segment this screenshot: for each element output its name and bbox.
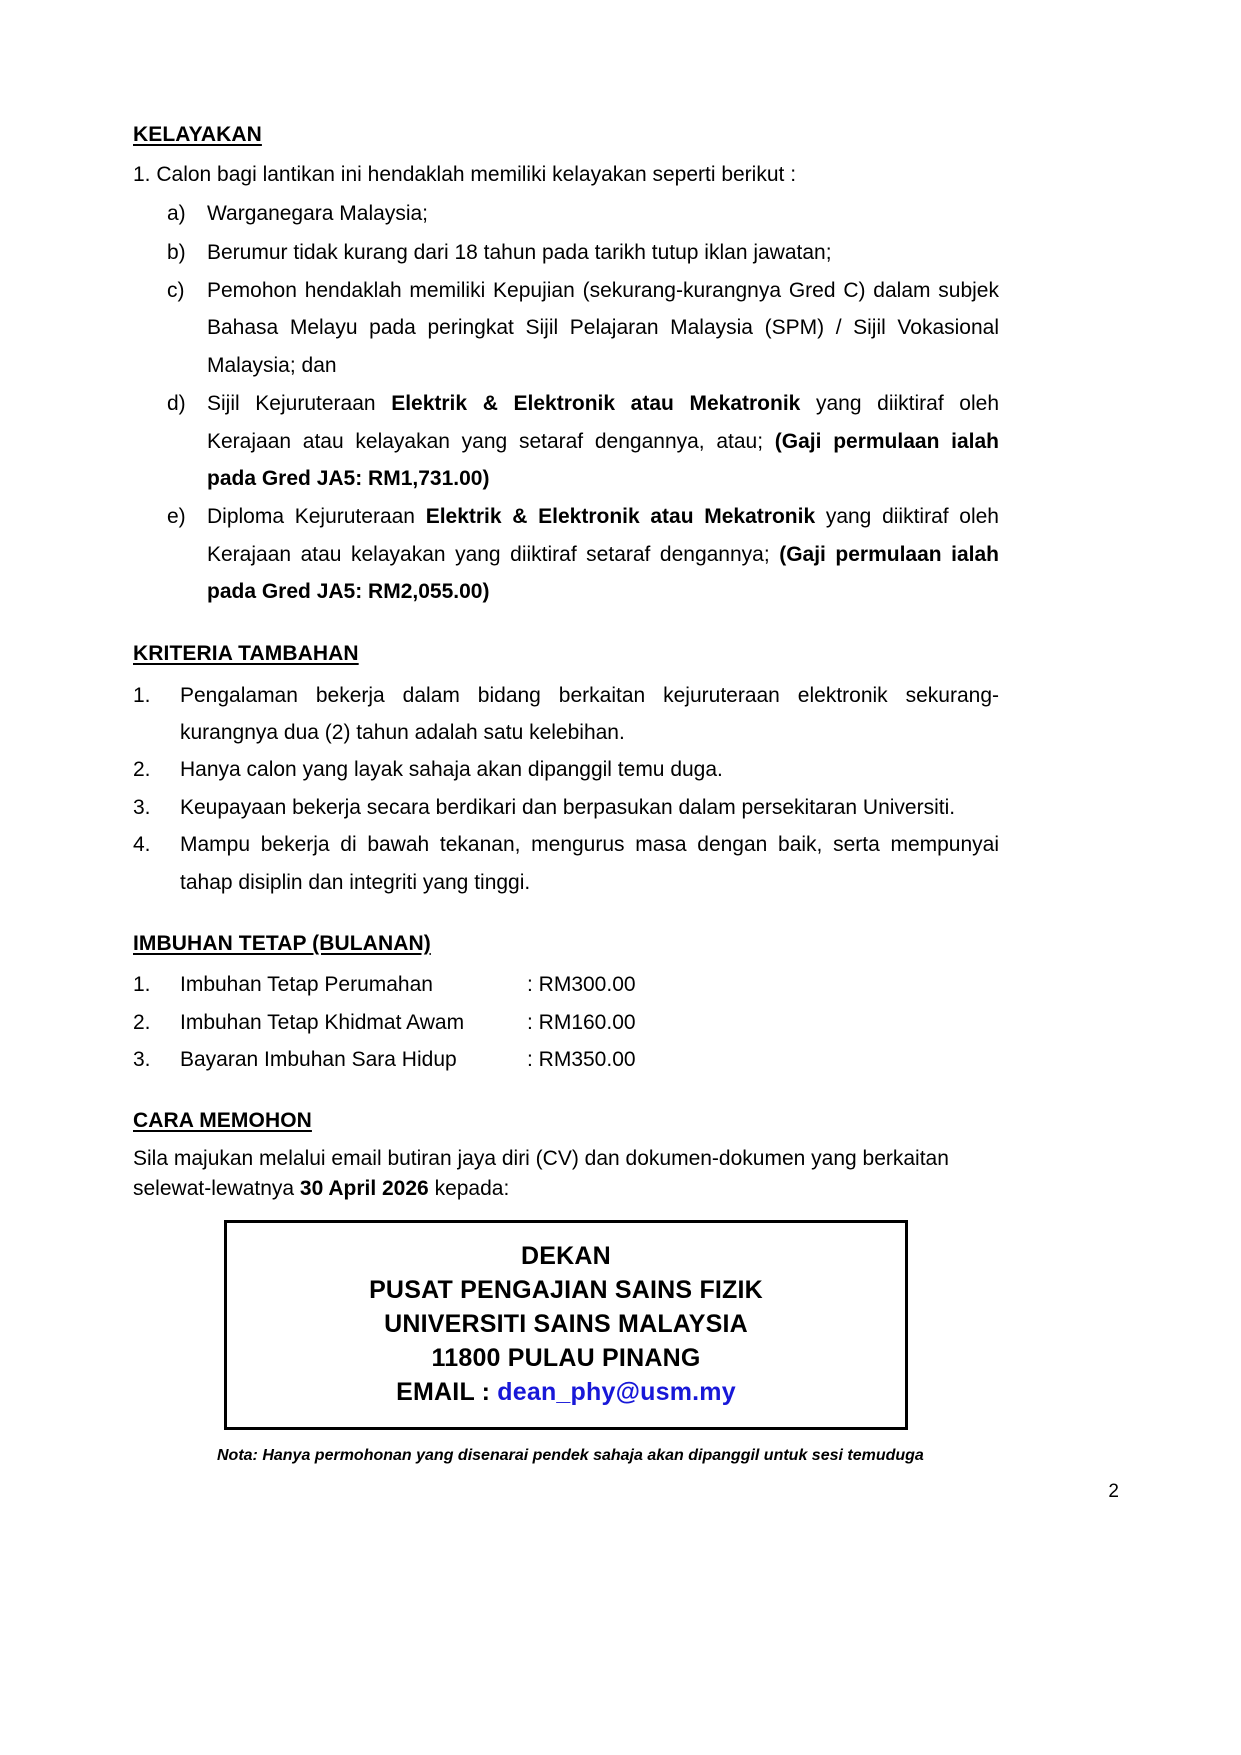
list-item <box>133 1004 999 1041</box>
section-kriteria-tambahan <box>133 641 999 901</box>
list-item <box>133 826 999 901</box>
email-link[interactable]: dean_phy@usm.my <box>497 1378 736 1407</box>
text-run: Sijil Kejuruteraan <box>207 392 392 416</box>
list-marker: d) <box>167 392 186 416</box>
list-text <box>207 385 999 497</box>
list-text <box>207 498 999 610</box>
allowance-label: Imbuhan Tetap Perumahan <box>180 973 433 997</box>
section-heading-imbuhan-tetap: IMBUHAN TETAP (BULANAN) <box>133 931 431 955</box>
address-line: DEKAN <box>521 1242 611 1271</box>
list-text <box>207 195 999 232</box>
address-line: 11800 PULAU PINANG <box>431 1344 701 1373</box>
text-run: yang diiktiraf oleh Kerajaan atau kelayakan yang setaraf dengannya, atau; <box>207 392 999 453</box>
text-run: Berumur tidak kurang dari 18 tahun pada tarikh tutup iklan jawatan; <box>207 240 832 264</box>
page-number: 2 <box>1108 1481 1119 1502</box>
kriteria-list <box>133 677 999 901</box>
text-run: kepada: <box>428 1177 510 1201</box>
list-item <box>133 966 999 1003</box>
address-box <box>224 1220 908 1430</box>
list-item <box>133 385 999 497</box>
text-run: Sila majukan melalui email butiran jaya diri (CV) dan dokumen-dokumen yang berkaitan selewat-lewatnya <box>133 1146 949 1201</box>
list-marker: 1. <box>133 973 151 997</box>
deadline-date: 30 April 2026 <box>299 1177 429 1201</box>
list-text <box>207 272 999 384</box>
list-item <box>133 195 999 232</box>
list-item <box>133 751 999 788</box>
list-text: Mampu bekerja di bawah tekanan, mengurus masa dengan baik, serta mempunyai tahap disiplin dan integriti yang tinggi. <box>180 833 999 894</box>
text-run-bold: Elektrik & Elektronik atau Mekatronik <box>391 392 801 416</box>
kelayakan-intro: 1. Calon bagi lantikan ini hendaklah memiliki kelayakan seperti berikut : <box>133 163 797 187</box>
text-run: Warganegara Malaysia; <box>207 202 428 226</box>
section-spacer <box>133 1078 999 1108</box>
address-line: PUSAT PENGAJIAN SAINS FIZIK <box>369 1276 763 1305</box>
list-marker: 3. <box>133 795 151 819</box>
allowance-value: : RM350.00 <box>527 1047 636 1071</box>
allowance-value: : RM160.00 <box>527 1010 636 1034</box>
list-text: Keupayaan bekerja secara berdikari dan berpasukan dalam persekitaran Universiti. <box>180 795 956 819</box>
allowance-label: Bayaran Imbuhan Sara Hidup <box>180 1047 457 1071</box>
section-spacer <box>133 611 999 641</box>
section-kelayakan <box>133 122 999 610</box>
list-item <box>133 1041 999 1078</box>
list-text: Pengalaman bekerja dalam bidang berkaitan kejuruteraan elektronik sekurang-kurangnya dua (2) tahun adalah satu kelebihan. <box>180 683 999 745</box>
section-cara-memohon <box>133 1108 999 1465</box>
list-item <box>133 498 999 610</box>
list-marker: 4. <box>133 833 151 857</box>
allowance-label: Imbuhan Tetap Khidmat Awam <box>180 1010 465 1034</box>
list-item <box>133 234 999 271</box>
list-marker: 3. <box>133 1047 151 1071</box>
list-marker: c) <box>167 279 185 303</box>
text-run: yang diiktiraf oleh Kerajaan atau kelayakan yang diiktiraf setaraf dengannya; <box>207 505 999 566</box>
list-marker: 2. <box>133 758 151 782</box>
email-label: EMAIL : <box>396 1378 498 1407</box>
document-content <box>133 122 999 1465</box>
section-heading-kriteria-tambahan: KRITERIA TAMBAHAN <box>133 642 359 666</box>
list-marker: b) <box>167 240 186 264</box>
text-run-bold: (Gaji permulaan ialah pada Gred JA5: RM2,055.00) <box>207 542 1000 604</box>
text-run: Pemohon hendaklah memiliki Kepujian (sekurang-kurangnya Gred C) dalam subjek Bahasa Melayu pada peringkat Sijil Pelajaran Malaysia (SPM) / Sijil Vokasional Malaysia; dan <box>207 279 999 377</box>
list-item <box>133 789 999 826</box>
kelayakan-list <box>133 195 999 610</box>
footer-note: Nota: Hanya permohonan yang disenarai pendek sahaja akan dipanggil untuk sesi temuduga <box>217 1447 924 1465</box>
imbuhan-list <box>133 966 999 1078</box>
list-marker: 2. <box>133 1010 151 1034</box>
list-text <box>207 234 999 271</box>
list-text: Hanya calon yang layak sahaja akan dipanggil temu duga. <box>180 758 723 782</box>
text-run-bold: (Gaji permulaan ialah pada Gred JA5: RM1,731.00) <box>207 429 999 490</box>
section-spacer <box>133 901 999 931</box>
list-marker: e) <box>167 505 186 529</box>
list-item <box>133 677 999 752</box>
list-marker: a) <box>167 202 186 226</box>
address-email-line <box>227 1375 905 1409</box>
section-heading-cara-memohon: CARA MEMOHON <box>133 1109 312 1133</box>
address-line: UNIVERSITI SAINS MALAYSIA <box>384 1310 748 1339</box>
section-heading-kelayakan: KELAYAKAN <box>133 123 262 146</box>
list-marker: 1. <box>133 683 151 707</box>
list-item <box>133 272 999 384</box>
text-run: Diploma Kejuruteraan <box>207 505 426 529</box>
text-run-bold: Elektrik & Elektronik atau Mekatronik <box>425 505 816 529</box>
cara-memohon-body <box>133 1144 999 1205</box>
allowance-value: : RM300.00 <box>527 973 636 997</box>
section-imbuhan-tetap <box>133 931 999 1078</box>
